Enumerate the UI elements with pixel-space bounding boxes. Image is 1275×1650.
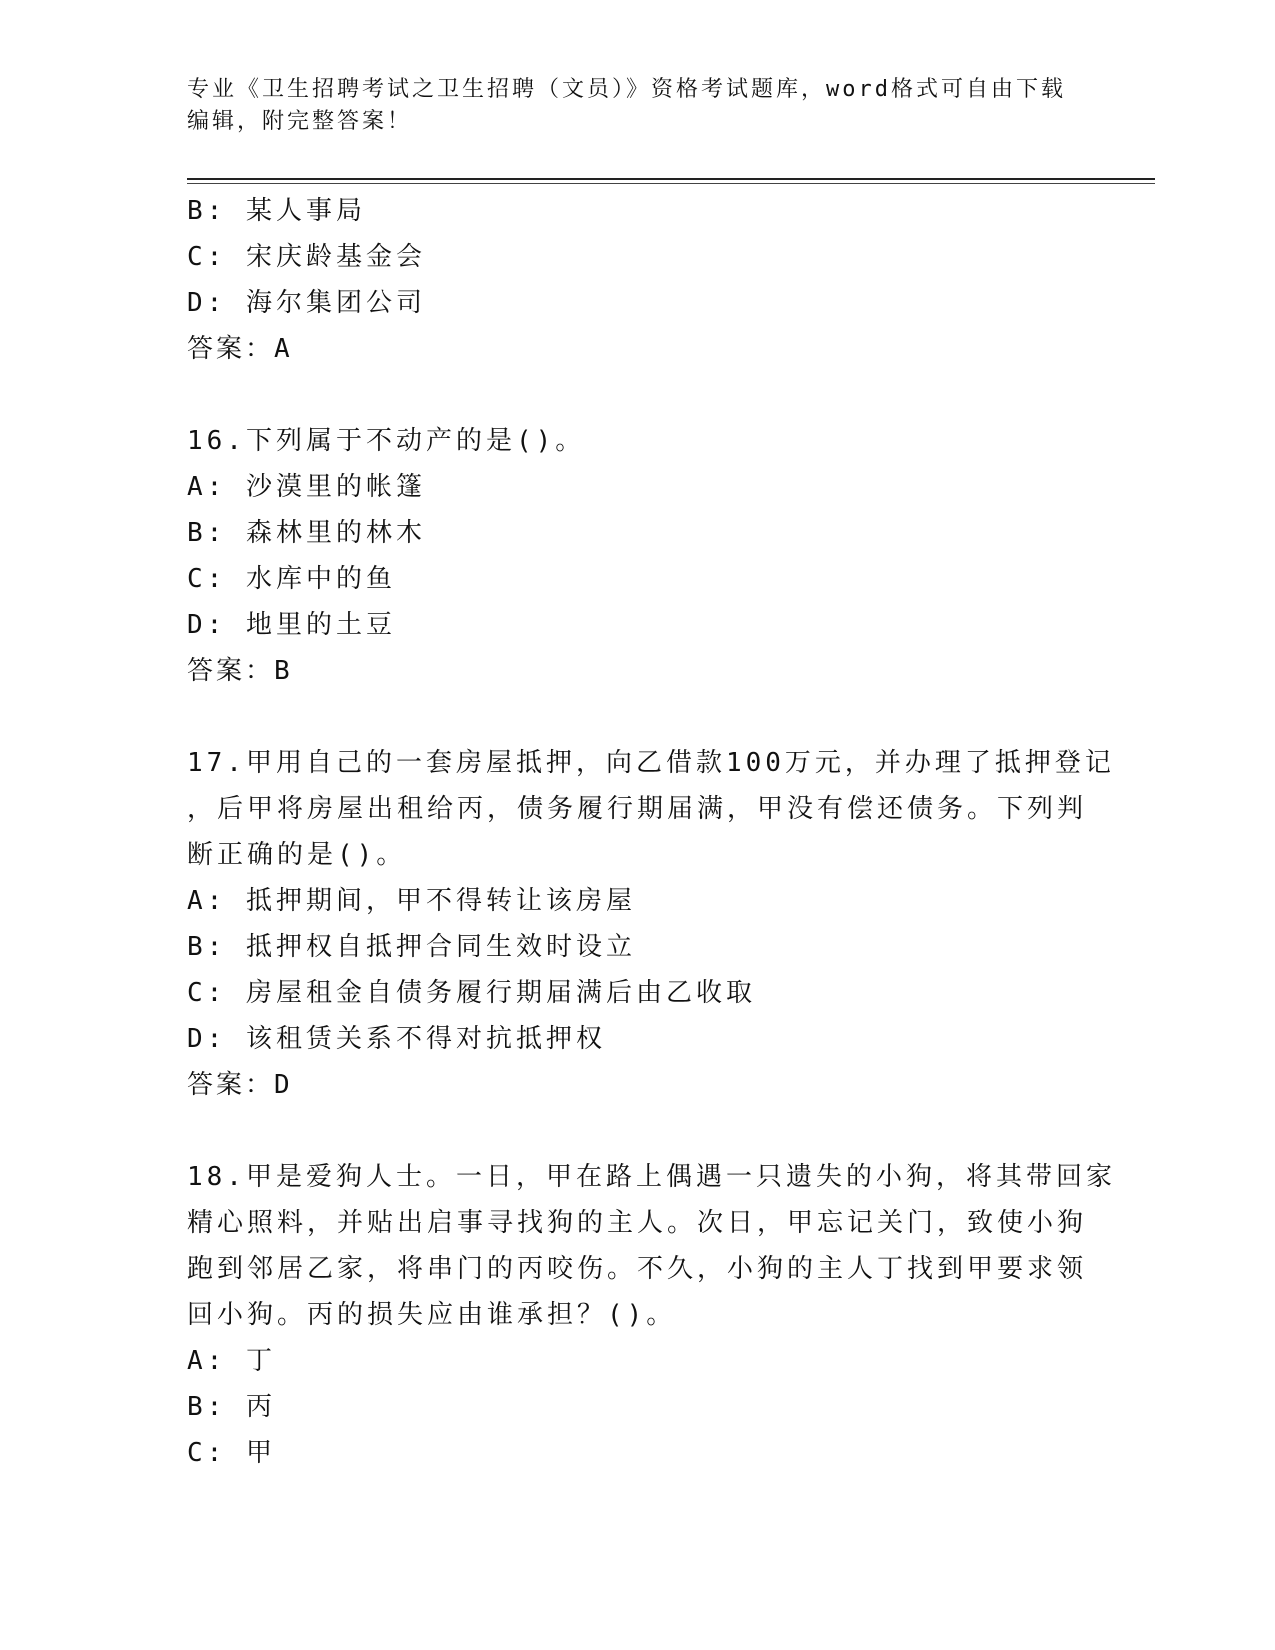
spacer [187,372,1087,418]
option-c: C: 水库中的鱼 [187,564,396,594]
question-stem-line: 断正确的是()。 [187,840,407,870]
option-b: B: 抵押权自抵押合同生效时设立 [187,932,636,962]
answer-line: 答案：A [187,334,293,364]
option-a: A: 丁 [187,1346,276,1376]
question-16 [187,418,1087,694]
option-b: B: 某人事局 [187,196,366,226]
header-divider-thick [187,178,1155,180]
document-header [187,74,1087,138]
question-stem-line: 跑到邻居乙家，将串门的丙咬伤。不久，小狗的主人丁找到甲要求领 [187,1254,1088,1284]
question-stem-line: 18.甲是爱狗人士。一日，甲在路上偶遇一只遗失的小狗，将其带回家 [187,1162,1116,1192]
option-a: A: 沙漠里的帐篷 [187,472,426,502]
answer-line: 答案：B [187,656,293,686]
spacer [187,694,1087,740]
question-stem-line: ，后甲将房屋出租给丙，债务履行期届满，甲没有偿还债务。下列判 [187,794,1088,824]
option-c: C: 宋庆龄基金会 [187,242,426,272]
answer-line: 答案：D [187,1070,293,1100]
question-content [187,188,1116,1476]
option-c: C: 甲 [187,1438,276,1468]
header-line-2: 编辑，附完整答案！ [187,109,413,134]
question-stem: 16.下列属于不动产的是()。 [187,426,586,456]
option-d: D: 地里的土豆 [187,610,396,640]
question-stem-line: 回小狗。丙的损失应由谁承担？()。 [187,1300,677,1330]
option-d: D: 该租赁关系不得对抗抵押权 [187,1024,606,1054]
question-18 [187,1154,1116,1476]
option-b: B: 森林里的林木 [187,518,426,548]
header-line-1: 专业《卫生招聘考试之卫生招聘（文员）》资格考试题库，word格式可自由下载 [187,77,1066,102]
question-17 [187,740,1115,1108]
question-stem-line: 17.甲用自己的一套房屋抵押，向乙借款100万元，并办理了抵押登记 [187,748,1115,778]
option-a: A: 抵押期间，甲不得转让该房屋 [187,886,636,916]
option-d: D: 海尔集团公司 [187,288,426,318]
question-15 [187,188,1087,372]
option-c: C: 房屋租金自债务履行期届满后由乙收取 [187,978,756,1008]
option-b: B: 丙 [187,1392,276,1422]
spacer [187,1108,1087,1154]
header-divider-thin [187,183,1155,184]
question-stem-line: 精心照料，并贴出启事寻找狗的主人。次日，甲忘记关门，致使小狗 [187,1208,1088,1238]
